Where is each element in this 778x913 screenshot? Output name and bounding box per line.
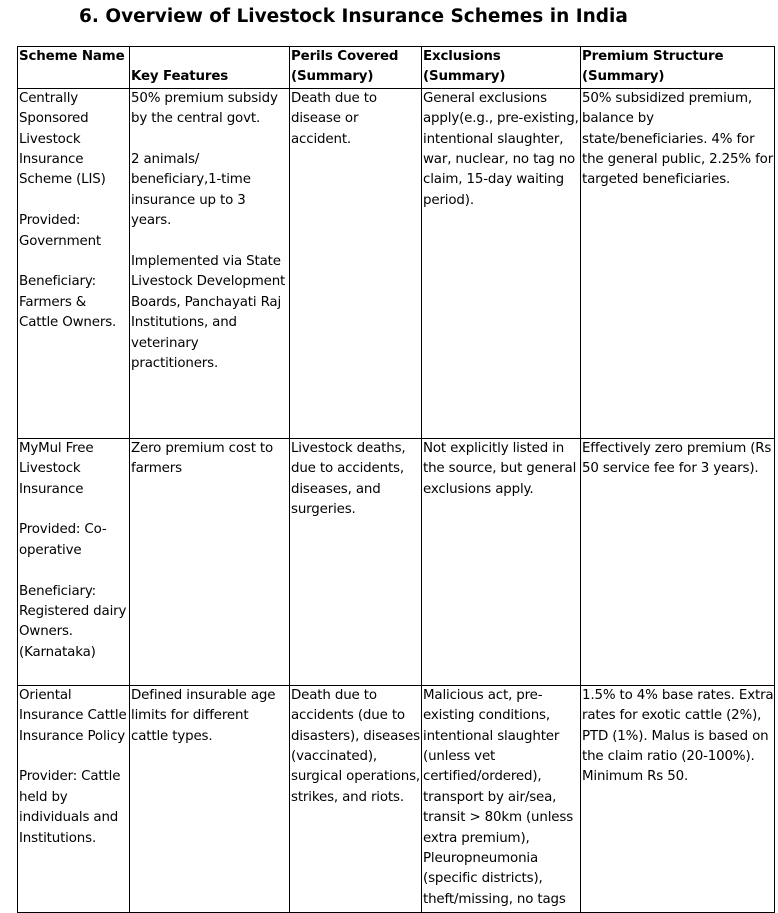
cell-scheme: Oriental Insurance Cattle Insurance Policy Provider: Cattle held by individuals and Institutions.: [18, 685, 130, 912]
cell-premium: 1.5% to 4% base rates. Extra rates for exotic cattle (2%), PTD (1%). Malus is based on the claim ratio (20-100%). Minimum Rs 50.: [581, 685, 775, 912]
cell-premium: 50% subsidized premium, balance by state/beneficiaries. 4% for the general public, 2.25% for targeted beneficiaries.: [581, 88, 775, 438]
table-header-row: [18, 47, 775, 89]
cell-perils: Death due to disease or accident.: [290, 88, 422, 438]
cell-features: Zero premium cost to farmers: [130, 438, 290, 685]
table-row: [18, 88, 775, 438]
header-exclusions: Exclusions (Summary): [422, 47, 581, 89]
cell-perils: Death due to accidents (due to disasters), diseases (vaccinated), surgical operations, strikes, and riots.: [290, 685, 422, 912]
table-row: [18, 438, 775, 685]
cell-scheme: MyMul Free Livestock Insurance Provided: Co-operative Beneficiary: Registered dairy Owners. (Karnataka): [18, 438, 130, 685]
cell-exclusions: Not explicitly listed in the source, but general exclusions apply.: [422, 438, 581, 685]
header-perils: Perils Covered (Summary): [290, 47, 422, 89]
cell-exclusions: Malicious act, pre-existing conditions, intentional slaughter (unless vet certified/ordered), transport by air/sea, transit > 80km (unless extra premium), Pleuropneumonia (specific districts), theft/missing, no tags: [422, 685, 581, 912]
header-scheme-name: Scheme Name: [18, 47, 130, 89]
header-key-features: Key Features: [130, 47, 290, 89]
cell-perils: Livestock deaths, due to accidents, diseases, and surgeries.: [290, 438, 422, 685]
table-row: [18, 685, 775, 912]
cell-exclusions: General exclusions apply(e.g., pre-existing, intentional slaughter, war, nuclear, no tag no claim, 15-day waiting period).: [422, 88, 581, 438]
cell-features: 50% premium subsidy by the central govt. 2 animals/ beneficiary,1-time insurance up to 3 years. Implemented via State Livestock Development Boards, Panchayati Raj Institutions, and veterinary practitioners.: [130, 88, 290, 438]
cell-scheme: Centrally Sponsored Livestock Insurance Scheme (LIS) Provided: Government Beneficiary: Farmers & Cattle Owners.: [18, 88, 130, 438]
section-title: 6. Overview of Livestock Insurance Schemes in India: [79, 6, 628, 27]
header-premium: Premium Structure (Summary): [581, 47, 775, 89]
schemes-table: [17, 46, 775, 913]
cell-features: Defined insurable age limits for different cattle types.: [130, 685, 290, 912]
cell-premium: Effectively zero premium (Rs 50 service fee for 3 years).: [581, 438, 775, 685]
